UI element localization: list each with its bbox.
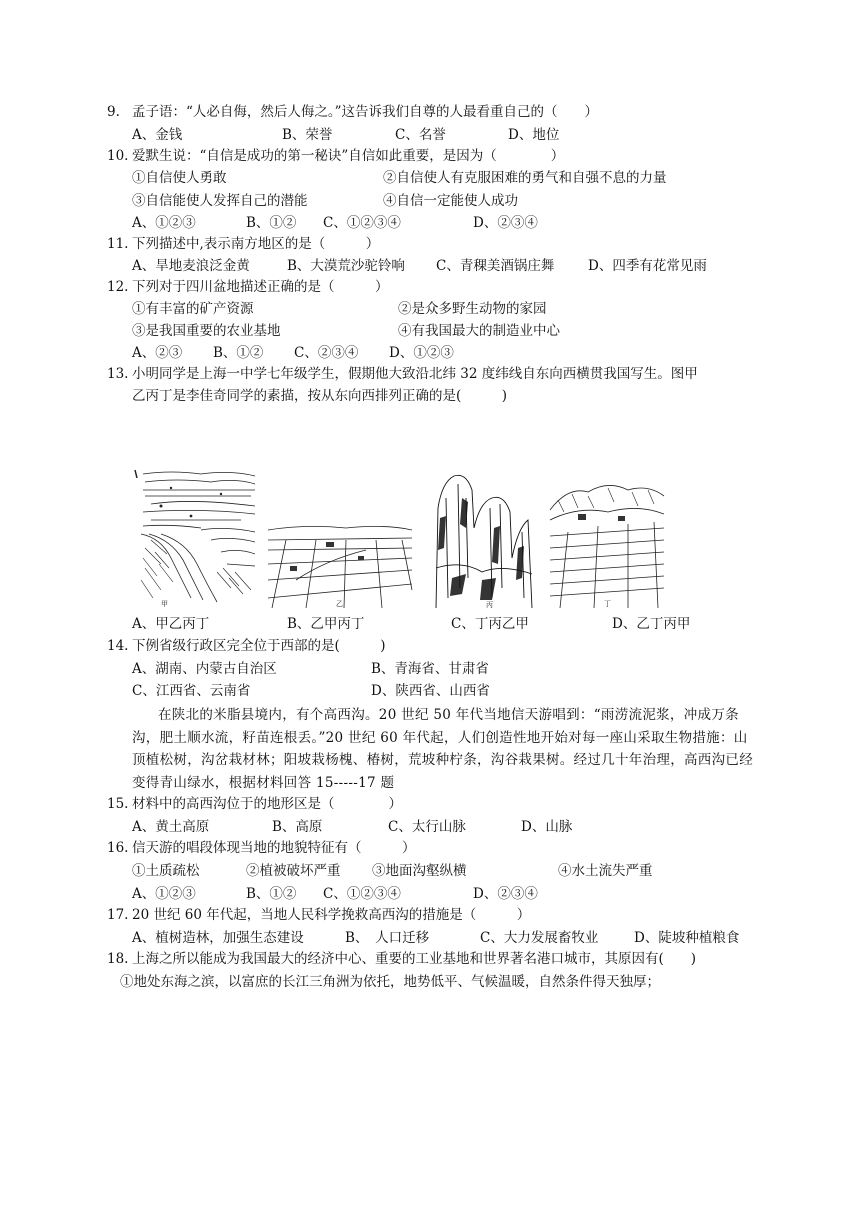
sketch-bing-label: 丙 — [486, 601, 493, 609]
q10-item-1: ①自信使人勇敢 — [132, 170, 227, 186]
q18-stem: 上海之所以能成为我国最大的经济中心、重要的工业基地和世界著名港口城市，其原因有( ) — [132, 951, 697, 967]
q16-option-a: A、①②③ — [132, 886, 196, 902]
q14-option-b: B、青海省、甘肃省 — [371, 661, 489, 677]
sketch-yi — [266, 520, 414, 610]
q13-stem-line2: 乙丙丁是李佳奇同学的素描，按从东向西排列正确的是( ) — [132, 388, 508, 404]
q12-option-c: C、②③④ — [294, 345, 359, 361]
q17-option-c: C、大力发展畜牧业 — [480, 930, 599, 946]
q15-option-d: D、山脉 — [521, 819, 573, 835]
q10-option-b: B、①② — [246, 215, 297, 231]
q10-option-a: A、①②③ — [132, 215, 196, 231]
q14-stem: 下例省级行政区完全位于西部的是( ) — [132, 638, 386, 654]
q11-option-a: A、旱地麦浪泛金黄 — [132, 258, 250, 274]
q15-option-c: C、太行山脉 — [388, 819, 466, 835]
sketch-yi-label: 乙 — [336, 600, 343, 608]
q9-option-a: A、金钱 — [132, 127, 183, 143]
q15-option-a: A、黄土高原 — [132, 819, 210, 835]
q12-number: 12. — [107, 279, 129, 295]
q11-option-b: B、大漠荒沙驼铃响 — [287, 258, 405, 274]
q16-number: 16. — [107, 840, 129, 856]
q12-stem: 下列对于四川盆地描述正确的是（ ） — [132, 279, 389, 295]
q10-stem: 爱默生说：“自信是成功的第一秘诀”自信如此重要，是因为（ ） — [132, 148, 565, 164]
q17-option-b: B、 人口迁移 — [345, 930, 430, 946]
q12-item-4: ④有我国最大的制造业中心 — [398, 323, 560, 339]
q13-stem-line1: 小明同学是上海一中学七年级学生，假期他大致沿北纬 32 度纬线自东向西横贯我国写生。图甲 — [132, 366, 698, 382]
q9-option-b: B、荣誉 — [282, 127, 333, 143]
q16-stem: 信天游的唱段体现当地的地貌特征有（ ） — [132, 840, 416, 856]
q15-number: 15. — [107, 796, 129, 812]
q9-option-c: C、名誉 — [395, 127, 446, 143]
q10-option-c: C、①②③④ — [323, 215, 401, 231]
q9-number: 9. — [107, 104, 120, 120]
sketch-ding-label: 丁 — [604, 600, 611, 608]
q13-option-b: B、乙甲丙丁 — [287, 616, 365, 632]
sketch-jia-label: 甲 — [161, 600, 168, 608]
q12-option-d: D、①②③ — [389, 345, 454, 361]
q17-number: 17. — [107, 907, 129, 923]
sketch-bing — [432, 468, 536, 609]
q14-number: 14. — [107, 638, 129, 654]
q16-option-d: D、②③④ — [473, 886, 538, 902]
q11-number: 11. — [107, 236, 129, 252]
q10-item-4: ④自信一定能使人成功 — [383, 193, 518, 209]
q18-number: 18. — [107, 951, 129, 967]
q16-item-2: ②植被破坏严重 — [246, 863, 341, 879]
q16-item-4: ④水土流失严重 — [558, 863, 653, 879]
q18-item-1: ①地处东海之滨，以富庶的长江三角洲为依托，地势低平、气候温暖，自然条件得天独厚； — [120, 974, 660, 990]
q16-option-c: C、①②③④ — [323, 886, 401, 902]
q17-stem: 20 世纪 60 年代起，当地人民科学挽救高西沟的措施是（ ） — [132, 907, 531, 923]
q17-option-a: A、植树造林，加强生态建设 — [132, 930, 304, 946]
q10-option-d: D、②③④ — [473, 215, 538, 231]
q11-option-c: C、青稞美酒锅庄舞 — [436, 258, 555, 274]
q12-item-3: ③是我国重要的农业基地 — [132, 323, 281, 339]
q13-number: 13. — [107, 366, 129, 382]
q16-item-3: ③地面沟壑纵横 — [372, 863, 467, 879]
q13-option-d: D、乙丁丙甲 — [612, 616, 691, 632]
q15-stem: 材料中的高西沟位于的地形区是（ ） — [132, 796, 402, 812]
q17-option-d: D、陡坡种植粮食 — [634, 930, 740, 946]
q13-option-a: A、甲乙丙丁 — [132, 616, 210, 632]
q10-item-2: ②自信使人有克服困难的勇气和自强不息的力量 — [383, 170, 667, 186]
q12-option-b: B、①② — [213, 345, 264, 361]
q16-item-1: ①土质疏松 — [132, 863, 200, 879]
q9-option-d: D、地位 — [508, 127, 560, 143]
q15-option-b: B、高原 — [272, 819, 323, 835]
q14-option-d: D、陕西省、山西省 — [371, 683, 490, 699]
q10-item-3: ③自信能使人发挥自己的潜能 — [132, 193, 308, 209]
q11-stem: 下列描述中,表示南方地区的是（ ） — [132, 236, 380, 252]
q10-number: 10. — [107, 148, 129, 164]
q9-stem: 孟子语：“人必自侮，然后人侮之。”这告诉我们自尊的人最看重自己的（ ） — [132, 104, 599, 120]
q12-item-2: ②是众多野生动物的家园 — [398, 301, 547, 317]
q11-option-d: D、四季有花常见雨 — [588, 258, 707, 274]
q16-option-b: B、①② — [246, 886, 297, 902]
q12-option-a: A、②③ — [132, 345, 183, 361]
q13-option-c: C、丁丙乙甲 — [451, 616, 529, 632]
q14-option-a: A、湖南、内蒙古自治区 — [132, 661, 277, 677]
sketch-jia — [131, 468, 258, 609]
sketch-ding — [548, 476, 666, 609]
material-paragraph: 在陕北的米脂县境内，有个高西沟。20 世纪 50 年代当地信天游唱到：“雨涝流泥浆，冲成万条沟，肥土顺水流，籽苗连根丢。”20 世纪 60 年代起，人们创造性地开始对每一座山采取生物措施：山顶植松树，沟岔栽材林；阳坡栽杨槐、椿树，荒坡种柠条，沟谷栽果树。经过几十年治理，高西沟已经变得青山绿水，根据材料回答 15-----17 题 — [132, 707, 753, 791]
q14-option-c: C、江西省、云南省 — [132, 683, 251, 699]
q12-item-1: ①有丰富的矿产资源 — [132, 301, 254, 317]
